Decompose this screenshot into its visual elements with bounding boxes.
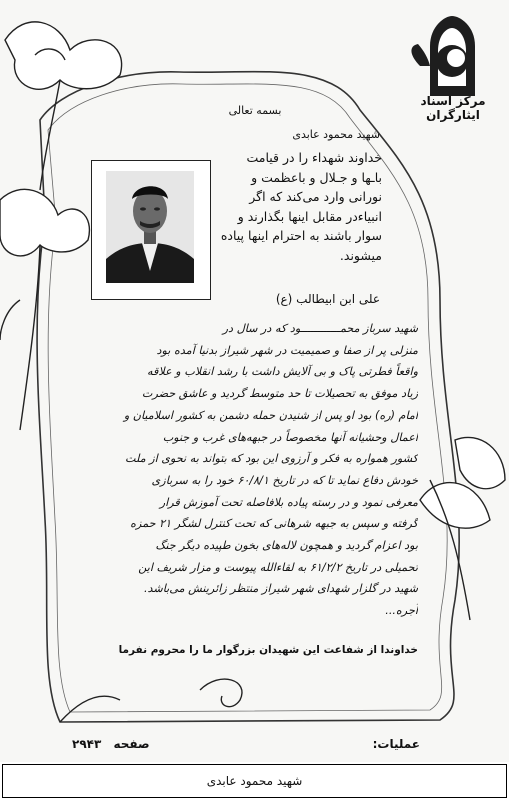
body-line: زیاد موفق به تحصیلات تا حد متوسط گردید و عاشق حضرت [141,387,418,401]
body-line: اعمال وحشیانه آنها مخصوصاً در جبهه‌های غرب و جنوب [162,430,418,444]
body-line: واقعاً فطرتی پاک و بی آلایش داشت با رشد انقلاب و علاقه [147,365,418,379]
image-caption: شهید محمود عابدی [2,764,507,798]
body-line: امام (ره) بود او پس از شنیدن حمله دشمن به کشور اسلامیان و [123,408,418,422]
quote-line: سوار باشند به احترام اینها پیاده [220,228,382,243]
body-line: بود اعزام گردید و همچون لاله‌های بخون طپیده دیگر جنگ [155,539,418,553]
bismillah-heading: بسمه تعالی [228,104,282,117]
closing-prayer: خداوندا از شفاعت این شهیدان بزرگوار ما را محروم نفرما [118,644,418,656]
body-line: معرفی نمود و در رسته پیاده بلافاصله تحت آموزش قرار [159,495,418,509]
body-line: گرفته و سپس به جبهه شرهانی که تحت کنترل لشگر ۲۱ حمزه [130,517,418,531]
body-line: شهید سرباز محمــــــــــــود که در سال در [222,322,418,335]
quote-block [214,148,382,265]
quote-line: خداوند شهداء را در قیامت [246,150,382,165]
biography-text [92,318,418,622]
operations-label: عملیات: [372,737,420,751]
martyr-name: شهید محمود عابدی [292,128,380,141]
body-line: شهید در گلزار شهدای شهر شیراز منتظر زائرینش می‌باشد. [143,582,418,596]
logo-text: مرکز اسناد ایثارگران [420,94,486,122]
body-line: خودش دفاع نماید تا که در تاریخ ۶۰/۸/۱ خود را به سربازی [151,473,418,487]
body-line: منزلی پر از صفا و صمیمیت در شهر شیراز بدنیا آمده بود [156,343,418,357]
quote-line: انبیاءدر مقابل اینها بگذارند و [237,208,382,224]
page-number: ۲۹۴۳ [72,737,102,751]
body-line: کشور همواره به فکر و آرزوی این بود که بتواند به نحوی از ملت [125,452,418,466]
martyr-portrait [106,171,194,283]
quote-source: علی ابن ابیطالب (ع) [275,292,380,306]
quote-line: باـها و جـلال و باعظمت و [251,169,382,185]
quote-line: نورانی وارد می‌کند که اگر [249,189,382,204]
body-line: آجره... [385,604,418,618]
page-number-group [72,737,272,751]
portrait-frame [91,160,211,300]
body-line: تحمیلی در تاریخ ۶۱/۲/۲ به لقاءالله پیوست و مزار شریف این [138,560,418,574]
page-label: صفحه [113,737,150,751]
quote-line: میشوند. [339,247,382,263]
